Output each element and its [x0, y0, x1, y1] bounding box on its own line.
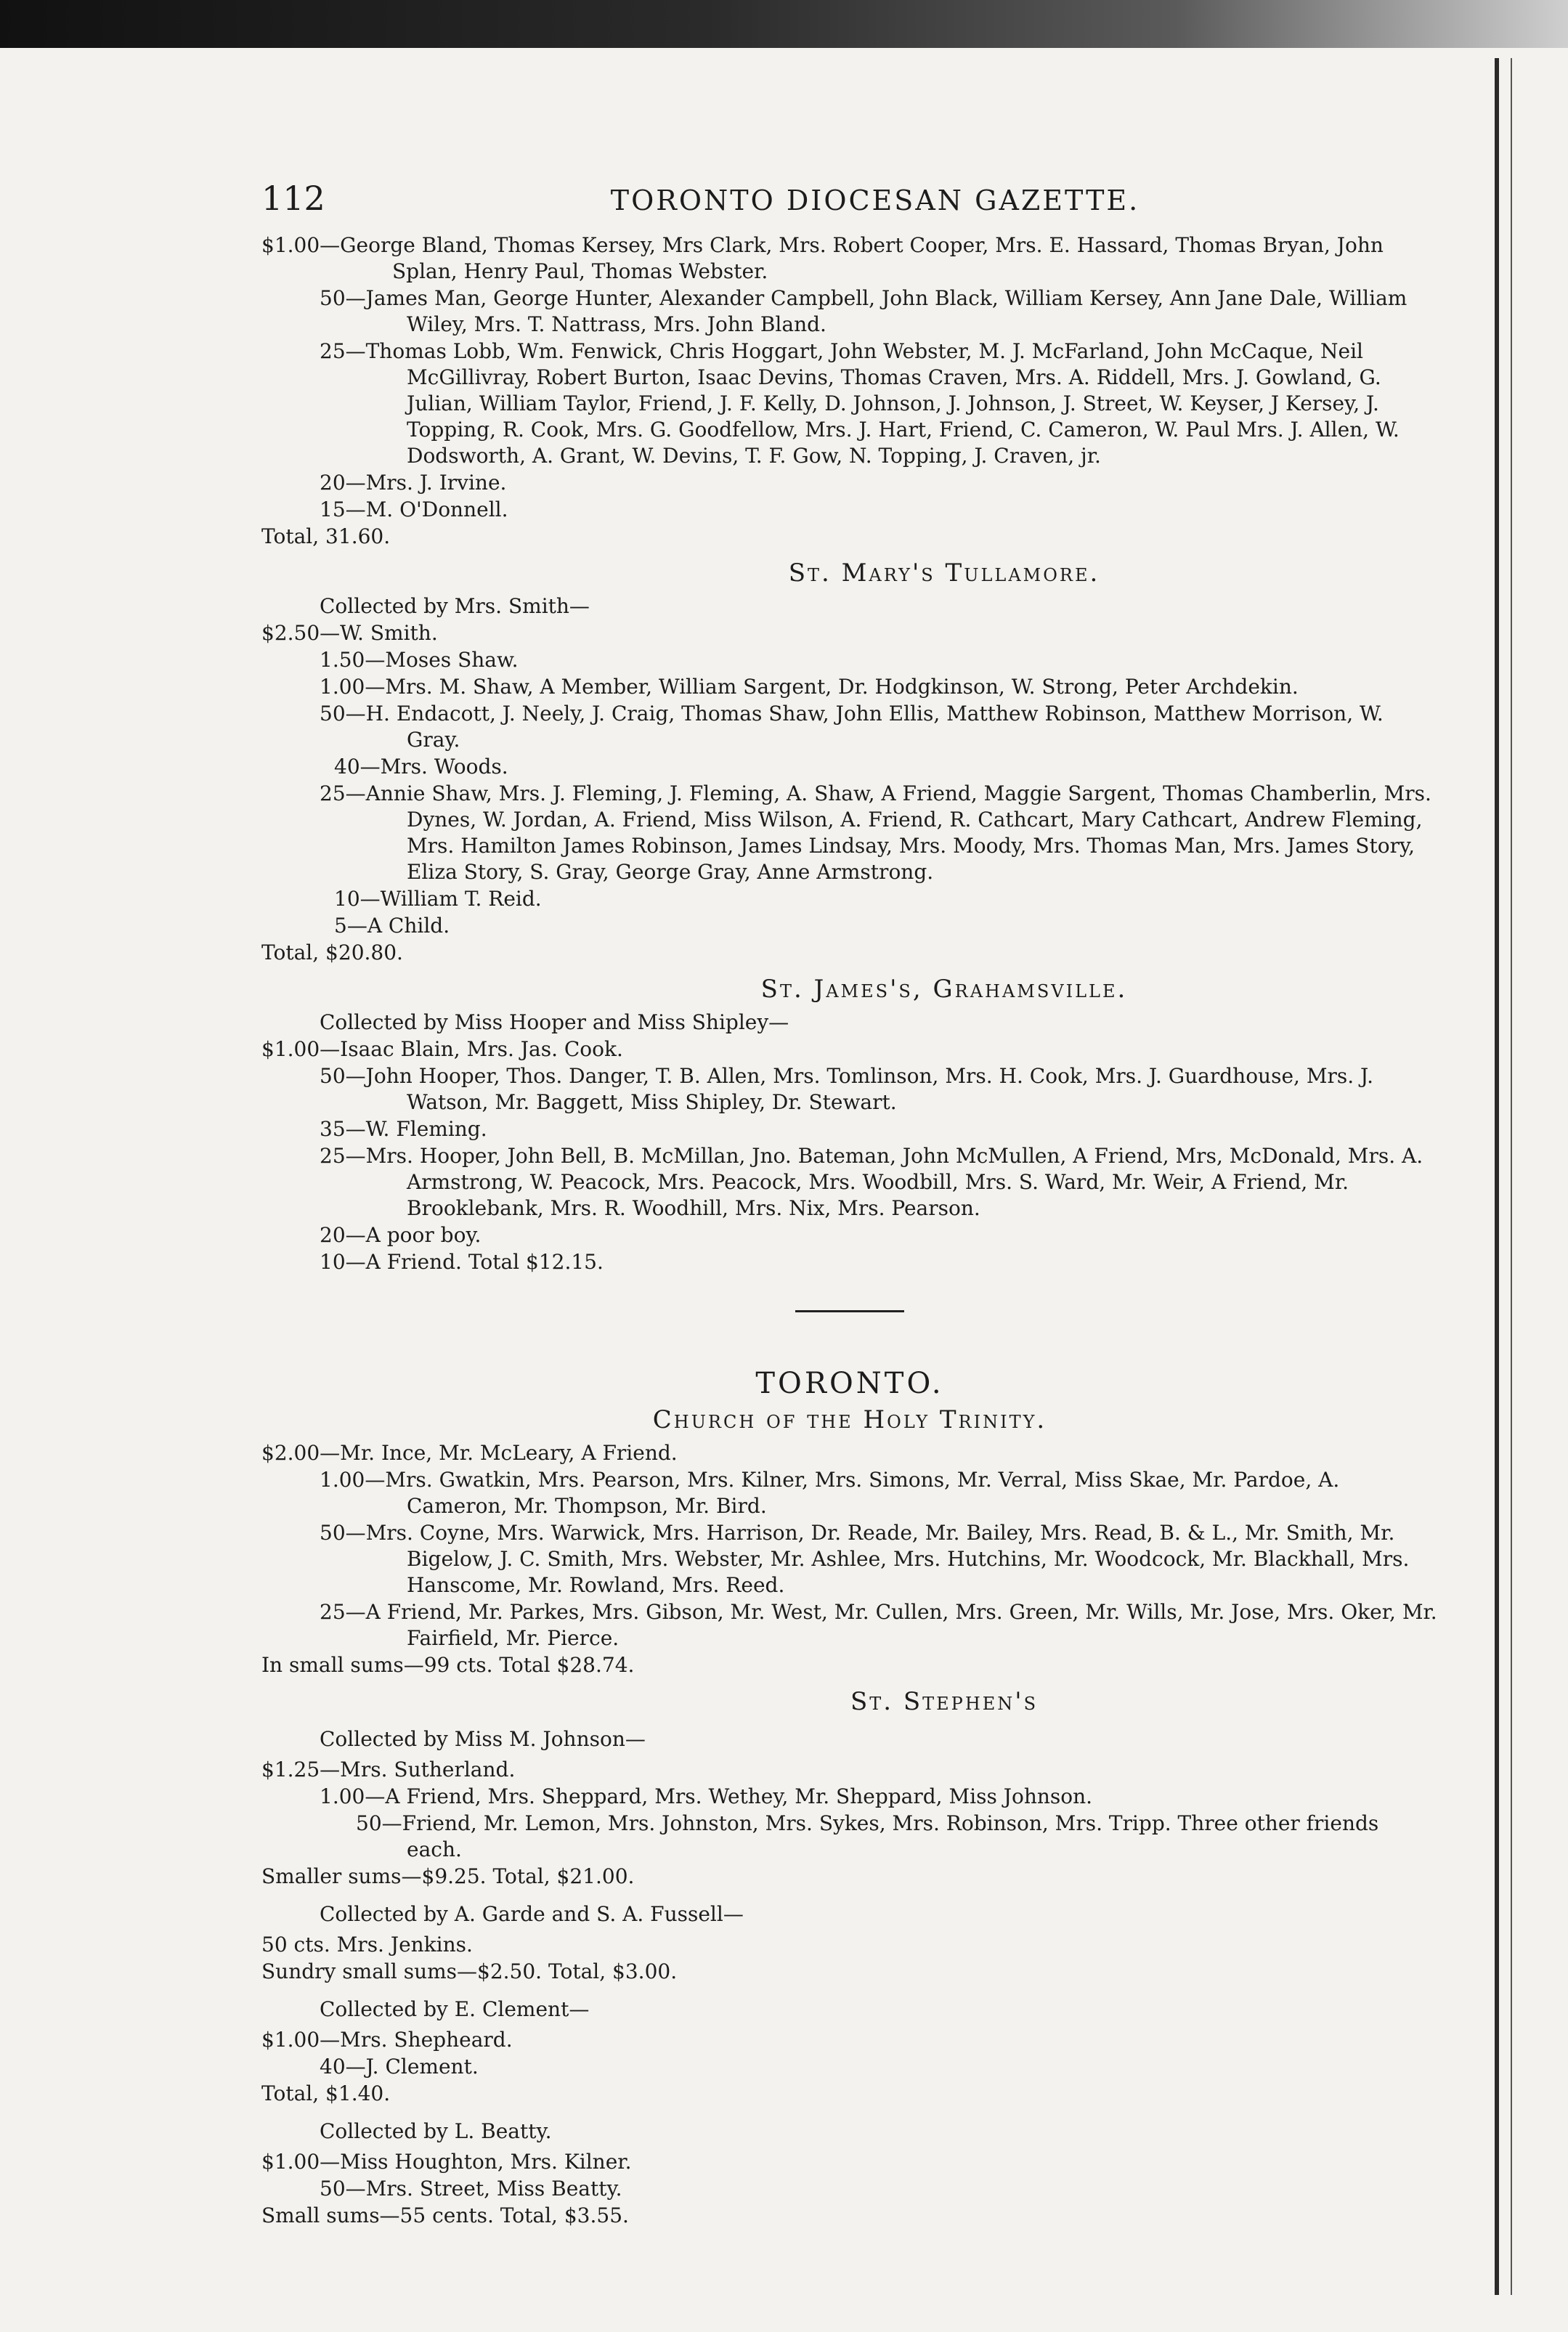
- donation-entry: 40—J. Clement.: [320, 2055, 479, 2079]
- section-total: Total, $1.40.: [261, 2081, 391, 2105]
- donation-entry: 50—Mrs. Coyne, Mrs. Warwick, Mrs. Harrison, Dr. Reade, Mr. Bailey, Mrs. Read, B. & L., Mr. Smith, Mr. Bigelow, J. C. Smith, Mrs. Webster, Mr. Ashlee, Mrs. Hutchins, Mr. Woodcock, Mr. Blackhall, Mrs. Hanscome, Mr. Rowland, Mrs. Reed.: [320, 1521, 1410, 1597]
- donation-entry: 20—Mrs. J. Irvine.: [320, 471, 507, 495]
- donation-entry: $1.00—George Bland, Thomas Kersey, Mrs Clark, Mrs. Robert Cooper, Mrs. E. Hassard, Thomas Bryan, John Splan, Henry Paul, Thomas Webster.: [261, 233, 1384, 283]
- donation-entry: 50—James Man, George Hunter, Alexander Campbell, John Black, William Kersey, Ann Jane Dale, William Wiley, Mrs. T. Nattrass, Mrs. John Bland.: [320, 286, 1407, 336]
- donation-entry: 25—Thomas Lobb, Wm. Fenwick, Chris Hoggart, John Webster, M. J. McFarland, John McCaque, Neil McGillivray, Robert Burton, Isaac Devins, Thomas Craven, Mrs. A. Riddell, Mrs. J. Gowland, G. Julian, William Taylor, Friend, J. F. Kelly, D. Johnson, J. Johnson, J. Street, W. Keyser, J Kersey, J. Topping, R. Cook, Mrs. G. Goodfellow, Mrs. J. Hart, Friend, C. Cameron, W. Paul Mrs. J. Allen, W. Dodsworth, A. Grant, W. Devins, T. F. Gow, N. Topping, J. Craven, jr.: [320, 339, 1400, 468]
- section-title: Church of the Holy Trinity.: [652, 1405, 1047, 1434]
- section-total: Total, $20.80.: [261, 940, 403, 964]
- donation-entry: 25—Mrs. Hooper, John Bell, B. McMillan, Jno. Bateman, John McMullen, A Friend, Mrs, McDonald, Mrs. A. Armstrong, W. Peacock, Mrs. Peacock, Mrs. Woodbill, Mrs. S. Ward, Mr. Weir, A Friend, Mr. Brooklebank, Mrs. R. Woodhill, Mrs. Nix, Mrs. Pearson.: [320, 1144, 1423, 1220]
- collector-line: Collected by L. Beatty.: [320, 2119, 552, 2143]
- scan-top-band: [0, 0, 1568, 48]
- donation-entry: 15—M. O'Donnell.: [320, 497, 508, 521]
- donation-entry: 10—A Friend. Total $12.15.: [320, 1250, 604, 1274]
- donation-entry: $1.25—Mrs. Sutherland.: [261, 1758, 516, 1781]
- donation-entry: $1.00—Miss Houghton, Mrs. Kilner.: [261, 2150, 632, 2174]
- section-total: Total, 31.60.: [261, 524, 391, 548]
- collector-line: Collected by Mrs. Smith—: [320, 594, 590, 618]
- section-total: Sundry small sums—$2.50. Total, $3.00.: [261, 1959, 678, 1983]
- section-st-stephens: [261, 1689, 1438, 2229]
- donation-entry: 5—A Child.: [334, 914, 450, 938]
- scan-edge-rule: [1495, 58, 1499, 2295]
- page-header: [261, 179, 1438, 218]
- running-head: TORONTO DIOCESAN GAZETTE.: [610, 184, 1140, 216]
- section-toronto: [261, 1367, 1438, 1678]
- section-divider: [795, 1310, 904, 1312]
- section-title: St. James's, Grahamsville.: [760, 975, 1128, 1004]
- donation-entry: 1.00—Mrs. Gwatkin, Mrs. Pearson, Mrs. Kilner, Mrs. Simons, Mr. Verral, Miss Skae, Mr. Pardoe, A. Cameron, Mr. Thompson, Mr. Bird.: [320, 1468, 1340, 1518]
- donation-entry: $2.00—Mr. Ince, Mr. McLeary, A Friend.: [261, 1441, 678, 1465]
- donation-entry: $1.00—Isaac Blain, Mrs. Jas. Cook.: [261, 1037, 623, 1061]
- section-total: Smaller sums—$9.25. Total, $21.00.: [261, 1864, 635, 1888]
- city-title: TORONTO.: [755, 1367, 944, 1400]
- gazette-page: [261, 179, 1438, 2230]
- donation-entry: 35—W. Fleming.: [320, 1117, 487, 1141]
- section-total: In small sums—99 cts. Total $28.74.: [261, 1653, 635, 1677]
- donation-entry: 50 cts. Mrs. Jenkins.: [261, 1933, 473, 1957]
- donation-entry: $1.00—Mrs. Shepheard.: [261, 2028, 513, 2052]
- donation-entry: 25—Annie Shaw, Mrs. J. Fleming, J. Fleming, A. Shaw, A Friend, Maggie Sargent, Thomas Chamberlin, Mrs. Dynes, W. Jordan, A. Friend, Miss Wilson, A. Friend, R. Cathcart, Mary Cathcart, Andrew Fleming, Mrs. Hamilton James Robinson, James Lindsay, Mrs. Moody, Mrs. Thomas Man, Mrs. James Story, Eliza Story, S. Gray, George Gray, Anne Armstrong.: [320, 781, 1431, 884]
- donation-entry: 1.00—A Friend, Mrs. Sheppard, Mrs. Wethey, Mr. Sheppard, Miss Johnson.: [320, 1784, 1093, 1808]
- page-number: 112: [261, 179, 325, 218]
- collector-line: Collected by A. Garde and S. A. Fussell—: [320, 1902, 744, 1926]
- donation-entry: 50—John Hooper, Thos. Danger, T. B. Allen, Mrs. Tomlinson, Mrs. H. Cook, Mrs. J. Guardhouse, Mrs. J. Watson, Mr. Baggett, Miss Shipley, Dr. Stewart.: [320, 1064, 1374, 1114]
- donation-entry: $2.50—W. Smith.: [261, 621, 438, 645]
- donation-entry: 25—A Friend, Mr. Parkes, Mrs. Gibson, Mr. West, Mr. Cullen, Mrs. Green, Mr. Wills, Mr. Jose, Mrs. Oker, Mr. Fairfield, Mr. Pierce.: [320, 1600, 1437, 1650]
- collector-line: Collected by Miss Hooper and Miss Shipley—: [320, 1010, 789, 1034]
- donation-entry: 1.00—Mrs. M. Shaw, A Member, William Sargent, Dr. Hodgkinson, W. Strong, Peter Archdekin.: [320, 675, 1299, 699]
- collector-line: Collected by Miss M. Johnson—: [320, 1727, 646, 1751]
- section-title: St. Stephen's: [850, 1687, 1039, 1716]
- donation-entry: 20—A poor boy.: [320, 1223, 482, 1247]
- donation-entry: 50—Friend, Mr. Lemon, Mrs. Johnston, Mrs. Sykes, Mrs. Robinson, Mrs. Tripp. Three other friends each.: [356, 1811, 1379, 1861]
- donation-entry: 50—H. Endacott, J. Neely, J. Craig, Thomas Shaw, John Ellis, Matthew Robinson, Matthew Morrison, W. Gray.: [320, 702, 1384, 752]
- section-st-marys: [261, 560, 1438, 966]
- section-st-james: [261, 976, 1438, 1275]
- collector-line: Collected by E. Clement—: [320, 1997, 590, 2021]
- section-title: St. Mary's Tullamore.: [788, 558, 1100, 588]
- donation-entry: 1.50—Moses Shaw.: [320, 648, 519, 672]
- donation-entry: 10—William T. Reid.: [334, 887, 542, 911]
- donation-entry: 50—Mrs. Street, Miss Beatty.: [320, 2177, 622, 2201]
- section-continued: [261, 232, 1438, 550]
- section-total: Small sums—55 cents. Total, $3.55.: [261, 2203, 629, 2227]
- donation-entry: 40—Mrs. Woods.: [334, 755, 508, 779]
- scan-edge-rule-thin: [1511, 58, 1512, 2295]
